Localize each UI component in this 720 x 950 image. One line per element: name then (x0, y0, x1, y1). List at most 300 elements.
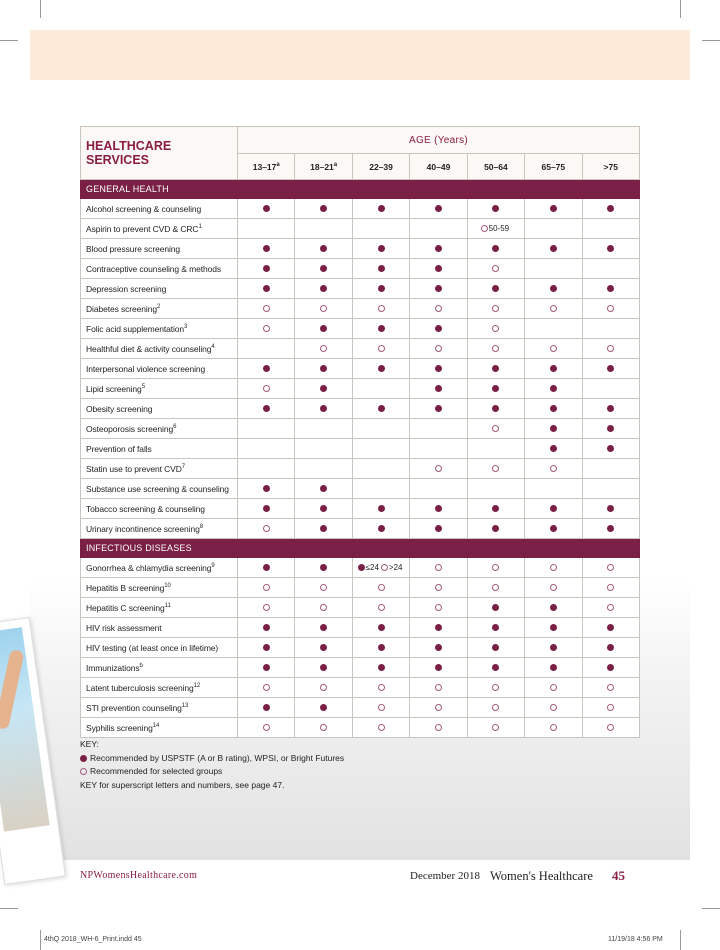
key-filled-label: Recommended by USPSTF (A or B rating), WPSI, or Bright Futures (90, 752, 345, 763)
open-circle-icon (378, 704, 385, 711)
recommendation-cell (352, 638, 409, 658)
filled-circle-icon (263, 365, 270, 372)
filled-circle-icon (550, 245, 557, 252)
section-header-row (81, 180, 640, 199)
crop-mark (702, 40, 720, 41)
recommendation-cell (410, 698, 467, 718)
service-name-cell (81, 578, 238, 598)
age-column-label: >75 (603, 161, 618, 172)
table-row (81, 638, 640, 658)
service-name: Urinary incontinence screening (86, 523, 200, 534)
recommendation-cell (525, 459, 582, 479)
top-color-band (30, 30, 690, 80)
age-column-label: 18–21 (310, 161, 334, 172)
recommendation-cell (295, 718, 352, 738)
filled-circle-icon (435, 285, 442, 292)
filled-circle-icon (320, 624, 327, 631)
filled-circle-icon (320, 405, 327, 412)
recommendation-cell (525, 558, 582, 578)
service-name: HIV testing (at least once in lifetime) (86, 642, 219, 653)
filled-circle-icon (607, 505, 614, 512)
recommendation-cell (295, 399, 352, 419)
recommendation-cell (295, 618, 352, 638)
filled-circle-icon (435, 205, 442, 212)
open-circle-icon (550, 584, 557, 591)
recommendation-cell (410, 379, 467, 399)
filled-circle-icon (550, 285, 557, 292)
recommendation-cell (582, 479, 639, 499)
recommendation-cell (352, 339, 409, 359)
footer-site-link[interactable]: NPWomensHealthcare.com (80, 870, 198, 881)
filled-circle-icon (492, 285, 499, 292)
recommendation-cell (467, 319, 524, 339)
age-column-header (410, 154, 467, 180)
open-circle-icon (378, 604, 385, 611)
service-name: Hepatitis B screening (86, 582, 165, 593)
open-circle-icon (263, 684, 270, 691)
recommendation-cell (525, 439, 582, 459)
open-circle-icon (320, 724, 327, 731)
service-name-cell (81, 558, 238, 578)
filled-circle-icon (320, 205, 327, 212)
filled-circle-icon (263, 265, 270, 272)
section-title: INFECTIOUS DISEASES (81, 539, 640, 558)
recommendation-cell (582, 199, 639, 219)
recommendation-cell (295, 439, 352, 459)
recommendation-cell (238, 658, 295, 678)
open-circle-icon (263, 305, 270, 312)
service-name: Healthful diet & activity counseling (86, 343, 212, 354)
recommendation-cell (238, 259, 295, 279)
service-name-cell (81, 339, 238, 359)
service-name: HIV risk assessment (86, 622, 162, 633)
filled-circle-icon (263, 644, 270, 651)
recommendation-cell (467, 558, 524, 578)
recommendation-cell (582, 658, 639, 678)
table-row (81, 219, 640, 239)
service-name-cell (81, 359, 238, 379)
table-row (81, 379, 640, 399)
recommendation-cell (238, 499, 295, 519)
page-number: 45 (612, 868, 625, 883)
service-name: Depression screening (86, 283, 167, 294)
filled-circle-icon (550, 205, 557, 212)
table-row (81, 618, 640, 638)
recommendation-cell (525, 499, 582, 519)
service-name: Immunizations (86, 662, 140, 673)
recommendation-cell (238, 219, 295, 239)
filled-circle-icon (492, 644, 499, 651)
print-slug-file: 4thQ 2018_WH-6_Print.indd 45 (44, 936, 142, 943)
open-circle-icon (550, 724, 557, 731)
recommendation-cell (582, 239, 639, 259)
open-circle-icon (492, 345, 499, 352)
service-name: Interpersonal violence screening (86, 363, 206, 374)
recommendation-cell (238, 239, 295, 259)
recommendation-cell (295, 519, 352, 539)
recommendation-cell (525, 519, 582, 539)
service-name-cell (81, 678, 238, 698)
filled-circle-icon (378, 325, 385, 332)
service-name: Gonorrhea & chlamydia screening (86, 562, 212, 573)
filled-circle-icon (607, 285, 614, 292)
healthcare-services-table (80, 126, 640, 738)
recommendation-cell (410, 419, 467, 439)
service-superscript: 13 (181, 702, 189, 709)
open-circle-icon (263, 604, 270, 611)
photo-arm (0, 649, 25, 730)
recommendation-cell (410, 359, 467, 379)
recommendation-cell (582, 399, 639, 419)
filled-circle-icon (435, 265, 442, 272)
filled-circle-icon (263, 405, 270, 412)
table-row (81, 698, 640, 718)
open-circle-icon (263, 325, 270, 332)
page-footer (80, 868, 625, 884)
recommendation-cell (410, 638, 467, 658)
recommendation-cell (295, 359, 352, 379)
filled-circle-icon (607, 205, 614, 212)
table-row (81, 299, 640, 319)
recommendation-cell (352, 319, 409, 339)
recommendation-cell (352, 379, 409, 399)
open-circle-icon (378, 305, 385, 312)
filled-circle-icon (263, 205, 270, 212)
recommendation-cell (467, 618, 524, 638)
recommendation-cell (352, 698, 409, 718)
age-group-header: AGE (Years) (238, 127, 640, 154)
filled-circle-icon (550, 405, 557, 412)
recommendation-cell (238, 419, 295, 439)
filled-circle-icon (607, 365, 614, 372)
recommendation-cell (525, 199, 582, 219)
filled-circle-icon (550, 525, 557, 532)
filled-circle-icon (378, 505, 385, 512)
filled-circle-icon (435, 405, 442, 412)
recommendation-cell (525, 698, 582, 718)
age-column-label: 13–17 (252, 161, 277, 172)
filled-circle-icon (607, 664, 614, 671)
filled-circle-icon (378, 624, 385, 631)
filled-circle-icon (550, 644, 557, 651)
age-column-label: 50–64 (484, 161, 508, 172)
filled-circle-icon (320, 385, 327, 392)
recommendation-cell (238, 459, 295, 479)
recommendation-cell (582, 299, 639, 319)
key-title: KEY: (80, 739, 99, 749)
recommendation-cell (238, 439, 295, 459)
filled-circle-icon (550, 445, 557, 452)
open-circle-icon (550, 305, 557, 312)
filled-circle-icon (550, 624, 557, 631)
recommendation-cell (238, 479, 295, 499)
recommendation-cell (582, 499, 639, 519)
recommendation-cell (352, 359, 409, 379)
service-name-cell (81, 259, 238, 279)
service-superscript: 14 (152, 722, 160, 729)
crop-mark (680, 0, 681, 18)
filled-circle-icon (492, 245, 499, 252)
age-column-label: 22–39 (369, 161, 393, 172)
service-superscript: 4 (211, 343, 215, 350)
recommendation-cell (410, 479, 467, 499)
service-name-cell (81, 598, 238, 618)
service-name-cell (81, 698, 238, 718)
recommendation-cell (467, 519, 524, 539)
recommendation-cell (352, 279, 409, 299)
recommendation-cell (467, 279, 524, 299)
service-name: Substance use screening & counseling (86, 483, 229, 494)
open-circle-icon (381, 564, 388, 571)
recommendation-cell (295, 598, 352, 618)
recommendation-cell (352, 239, 409, 259)
print-slug-timestamp: 11/19/18 4:56 PM (608, 936, 663, 943)
footer-magazine-title: Women's Healthcare (490, 869, 593, 883)
table-row (81, 439, 640, 459)
service-name-cell (81, 459, 238, 479)
open-circle-icon (607, 564, 614, 571)
filled-circle-icon (263, 624, 270, 631)
recommendation-cell (467, 399, 524, 419)
recommendation-cell (467, 419, 524, 439)
recommendation-cell (410, 499, 467, 519)
recommendation-cell (238, 558, 295, 578)
table-row (81, 499, 640, 519)
open-circle-icon (492, 305, 499, 312)
service-name: Lipid screening (86, 383, 142, 394)
table-row (81, 399, 640, 419)
filled-circle-icon (435, 644, 442, 651)
service-superscript: 9 (211, 562, 215, 569)
recommendation-cell (582, 339, 639, 359)
recommendation-cell (467, 678, 524, 698)
filled-circle-icon (320, 564, 327, 571)
service-name-cell (81, 219, 238, 239)
service-name-cell (81, 239, 238, 259)
open-circle-icon (435, 684, 442, 691)
recommendation-cell (352, 678, 409, 698)
table-row (81, 598, 640, 618)
filled-circle-icon (607, 644, 614, 651)
recommendation-cell (238, 359, 295, 379)
recommendation-cell (525, 299, 582, 319)
recommendation-cell (295, 199, 352, 219)
recommendation-cell (410, 399, 467, 419)
table-row (81, 199, 640, 219)
open-circle-icon (435, 604, 442, 611)
open-circle-icon (435, 724, 442, 731)
service-name: Syphilis screening (86, 722, 153, 733)
recommendation-cell (238, 399, 295, 419)
key-note: KEY for superscript letters and numbers, see page 47. (80, 779, 285, 790)
service-name-cell (81, 379, 238, 399)
recommendation-cell (582, 698, 639, 718)
recommendation-cell (352, 479, 409, 499)
recommendation-cell (467, 459, 524, 479)
service-name-cell (81, 499, 238, 519)
recommendation-cell (295, 239, 352, 259)
recommendation-cell (295, 638, 352, 658)
service-name: Diabetes screening (86, 303, 157, 314)
recommendation-cell (410, 658, 467, 678)
section-header-row (81, 539, 640, 558)
service-superscript: 2 (156, 303, 161, 310)
recommendation-cell (410, 439, 467, 459)
recommendation-cell (582, 718, 639, 738)
filled-circle-icon (320, 285, 327, 292)
recommendation-cell (295, 499, 352, 519)
open-circle-icon (263, 525, 270, 532)
filled-circle-icon (607, 525, 614, 532)
recommendation-cell (410, 199, 467, 219)
recommendation-cell (352, 459, 409, 479)
open-circle-icon (263, 584, 270, 591)
service-name: Prevention of falls (86, 443, 152, 454)
recommendation-cell (525, 419, 582, 439)
recommendation-cell (467, 199, 524, 219)
recommendation-cell (295, 259, 352, 279)
filled-circle-icon (492, 525, 499, 532)
service-superscript: 11 (164, 602, 171, 609)
filled-circle-icon (607, 445, 614, 452)
recommendation-cell (238, 698, 295, 718)
open-circle-icon (435, 465, 442, 472)
filled-circle-icon (378, 664, 385, 671)
age-column-header (238, 154, 295, 180)
recommendation-cell (352, 439, 409, 459)
recommendation-cell (295, 698, 352, 718)
filled-circle-icon (492, 604, 499, 611)
recommendation-cell (238, 578, 295, 598)
filled-circle-icon (435, 365, 442, 372)
open-circle-icon (607, 684, 614, 691)
open-circle-icon (492, 265, 499, 272)
open-circle-icon (80, 768, 87, 775)
recommendation-cell (410, 459, 467, 479)
recommendation-cell (582, 598, 639, 618)
recommendation-cell (525, 598, 582, 618)
recommendation-cell (410, 319, 467, 339)
filled-circle-icon (550, 425, 557, 432)
recommendation-cell (238, 279, 295, 299)
recommendation-cell (467, 239, 524, 259)
service-name: Osteoporosis screening (86, 423, 174, 434)
healthcare-services-table-wrapper (80, 126, 640, 738)
recommendation-cell (582, 379, 639, 399)
open-circle-icon (607, 584, 614, 591)
service-superscript: 7 (181, 463, 186, 470)
filled-circle-icon (435, 245, 442, 252)
service-name-cell (81, 718, 238, 738)
open-circle-icon (435, 305, 442, 312)
key-open-row (80, 765, 640, 779)
service-superscript: 8 (199, 523, 203, 530)
table-row (81, 239, 640, 259)
recommendation-cell (295, 319, 352, 339)
age-column-label: 65–75 (541, 161, 566, 172)
recommendation-cell (352, 658, 409, 678)
recommendation-cell (410, 519, 467, 539)
table-row (81, 558, 640, 578)
recommendation-cell (525, 239, 582, 259)
recommendation-cell (525, 259, 582, 279)
service-name: STI prevention counseling (86, 702, 182, 713)
filled-circle-icon (263, 285, 270, 292)
recommendation-cell (410, 299, 467, 319)
recommendation-cell (525, 399, 582, 419)
filled-circle-icon (435, 325, 442, 332)
table-row (81, 419, 640, 439)
age-column-superscript: a (333, 161, 338, 168)
recommendation-cell (467, 658, 524, 678)
filled-circle-icon (358, 564, 365, 571)
recommendation-cell (467, 698, 524, 718)
recommendation-cell (238, 339, 295, 359)
table-row (81, 459, 640, 479)
open-circle-icon (263, 385, 270, 392)
section-title: GENERAL HEALTH (81, 180, 640, 199)
recommendation-cell (410, 598, 467, 618)
recommendation-cell (295, 558, 352, 578)
table-row (81, 279, 640, 299)
table-row (81, 339, 640, 359)
filled-circle-icon (607, 245, 614, 252)
recommendation-cell (467, 479, 524, 499)
footer-date: December 2018 (410, 870, 480, 882)
recommendation-cell (467, 299, 524, 319)
recommendation-cell (467, 578, 524, 598)
recommendation-cell (525, 658, 582, 678)
open-circle-icon (492, 465, 499, 472)
filled-circle-icon (492, 505, 499, 512)
recommendation-cell (352, 718, 409, 738)
open-circle-icon (435, 704, 442, 711)
age-column-header (295, 154, 352, 180)
recommendation-cell (467, 359, 524, 379)
filled-circle-icon (492, 385, 499, 392)
service-superscript: 6 (173, 423, 177, 430)
table-row (81, 259, 640, 279)
filled-circle-icon (378, 365, 385, 372)
crop-mark (40, 0, 41, 18)
recommendation-cell (467, 499, 524, 519)
open-circle-icon (607, 724, 614, 731)
recommendation-cell (238, 519, 295, 539)
service-name-cell (81, 519, 238, 539)
service-name-cell (81, 479, 238, 499)
recommendation-cell (467, 439, 524, 459)
recommendation-cell (352, 598, 409, 618)
table-row (81, 718, 640, 738)
open-circle-icon (435, 584, 442, 591)
open-circle-icon (378, 684, 385, 691)
recommendation-cell (238, 618, 295, 638)
filled-circle-icon (378, 245, 385, 252)
service-superscript: 5 (141, 383, 145, 390)
recommendation-cell (467, 638, 524, 658)
filled-circle-icon (263, 505, 270, 512)
recommendation-cell (238, 718, 295, 738)
service-name: Folic acid supplementation (86, 323, 185, 334)
recommendation-cell (295, 219, 352, 239)
filled-circle-icon (378, 405, 385, 412)
filled-circle-icon (550, 505, 557, 512)
filled-circle-icon (320, 265, 327, 272)
recommendation-cell (525, 718, 582, 738)
filled-circle-icon (378, 644, 385, 651)
open-circle-icon (320, 345, 327, 352)
filled-circle-icon (263, 485, 270, 492)
